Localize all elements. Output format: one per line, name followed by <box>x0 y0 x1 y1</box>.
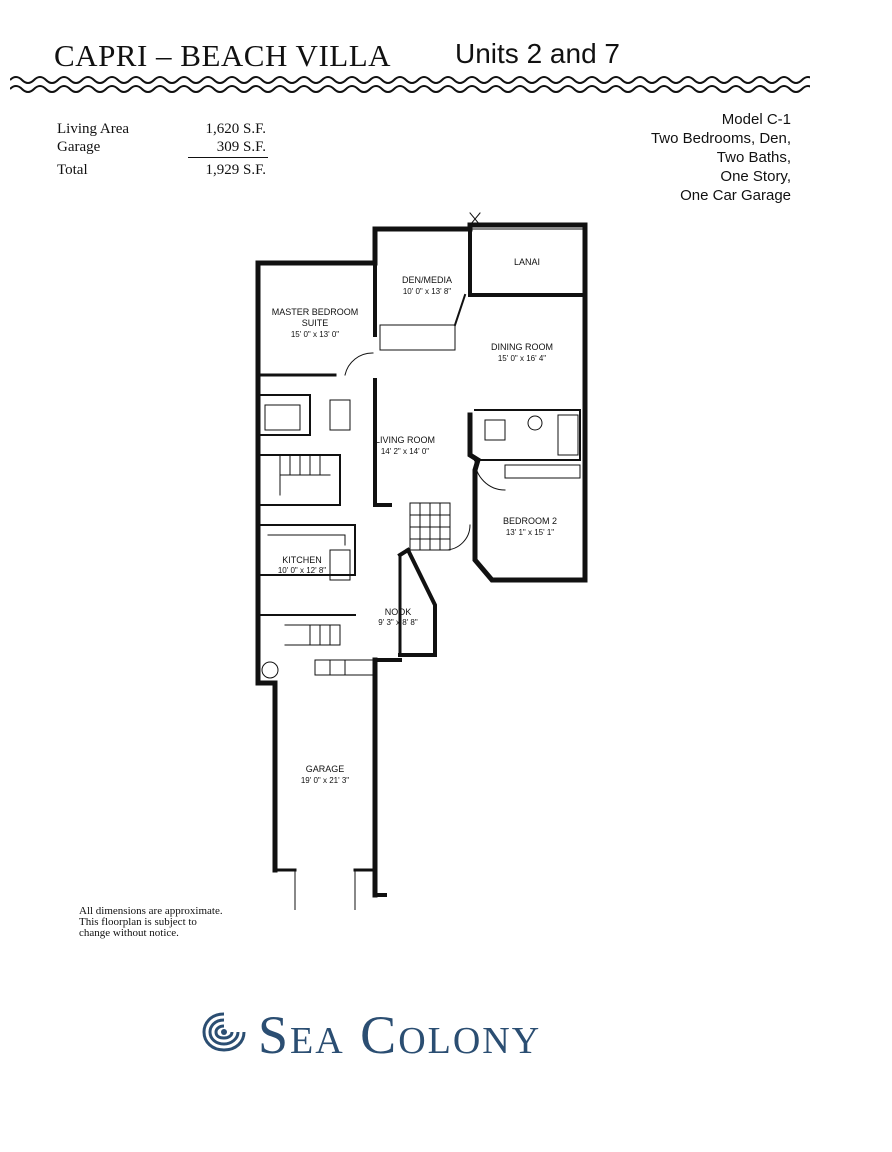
kitchen-name: KITCHEN <box>282 555 322 565</box>
area-label: Living Area <box>57 121 130 137</box>
garage-name: GARAGE <box>305 764 345 774</box>
nook-dims: 9' 3" x 8' 8" <box>378 618 418 627</box>
floor-plan <box>230 205 600 910</box>
area-label: Garage <box>57 139 101 155</box>
den-dims: 10' 0" x 13' 8" <box>402 287 452 296</box>
dining-dims: 15' 0" x 16' 4" <box>497 354 547 363</box>
den-name: DEN/MEDIA <box>401 275 453 285</box>
living-dims: 14' 2" x 14' 0" <box>380 447 430 456</box>
dining-name: DINING ROOM <box>491 342 553 352</box>
wave-divider <box>10 72 810 98</box>
shell-icon <box>200 1010 248 1054</box>
model-line: One Story, <box>720 168 791 185</box>
lanai-name: LANAI <box>513 257 541 267</box>
model-line: Two Bedrooms, Den, <box>650 130 791 147</box>
bedroom2-dims: 13' 1" x 15' 1" <box>505 528 555 537</box>
disclaimer-line: change without notice. <box>79 927 179 939</box>
area-value: 1,620 S.F. <box>205 121 266 137</box>
bedroom2-name: BEDROOM 2 <box>502 516 558 526</box>
master-name: MASTER BEDROOM <box>271 307 359 317</box>
model-info <box>651 110 791 205</box>
page-title: CAPRI – BEACH VILLA <box>54 38 392 73</box>
area-label: Total <box>57 162 88 178</box>
model-line: Two Baths, <box>716 149 791 166</box>
disclaimer <box>79 906 223 939</box>
garage-dims: 19' 0" x 21' 3" <box>300 776 350 785</box>
model-line: One Car Garage <box>680 187 791 204</box>
kitchen-dims: 10' 0" x 12' 8" <box>277 566 327 575</box>
disclaimer-line: This floorplan is subject to <box>79 916 197 928</box>
nook-name: NOOK <box>384 607 412 617</box>
brand-logo: Sea Colony <box>258 1005 542 1065</box>
units-label: Units 2 and 7 <box>455 38 620 69</box>
living-name: LIVING ROOM <box>374 435 436 445</box>
master-name-2: SUITE <box>301 318 329 328</box>
model-line: Model C-1 <box>721 111 791 128</box>
disclaimer-line: All dimensions are approximate. <box>79 905 223 917</box>
area-value: 309 S.F. <box>216 139 266 155</box>
total-rule <box>188 157 268 158</box>
master-dims: 15' 0" x 13' 0" <box>290 330 340 339</box>
area-value: 1,929 S.F. <box>205 162 266 178</box>
